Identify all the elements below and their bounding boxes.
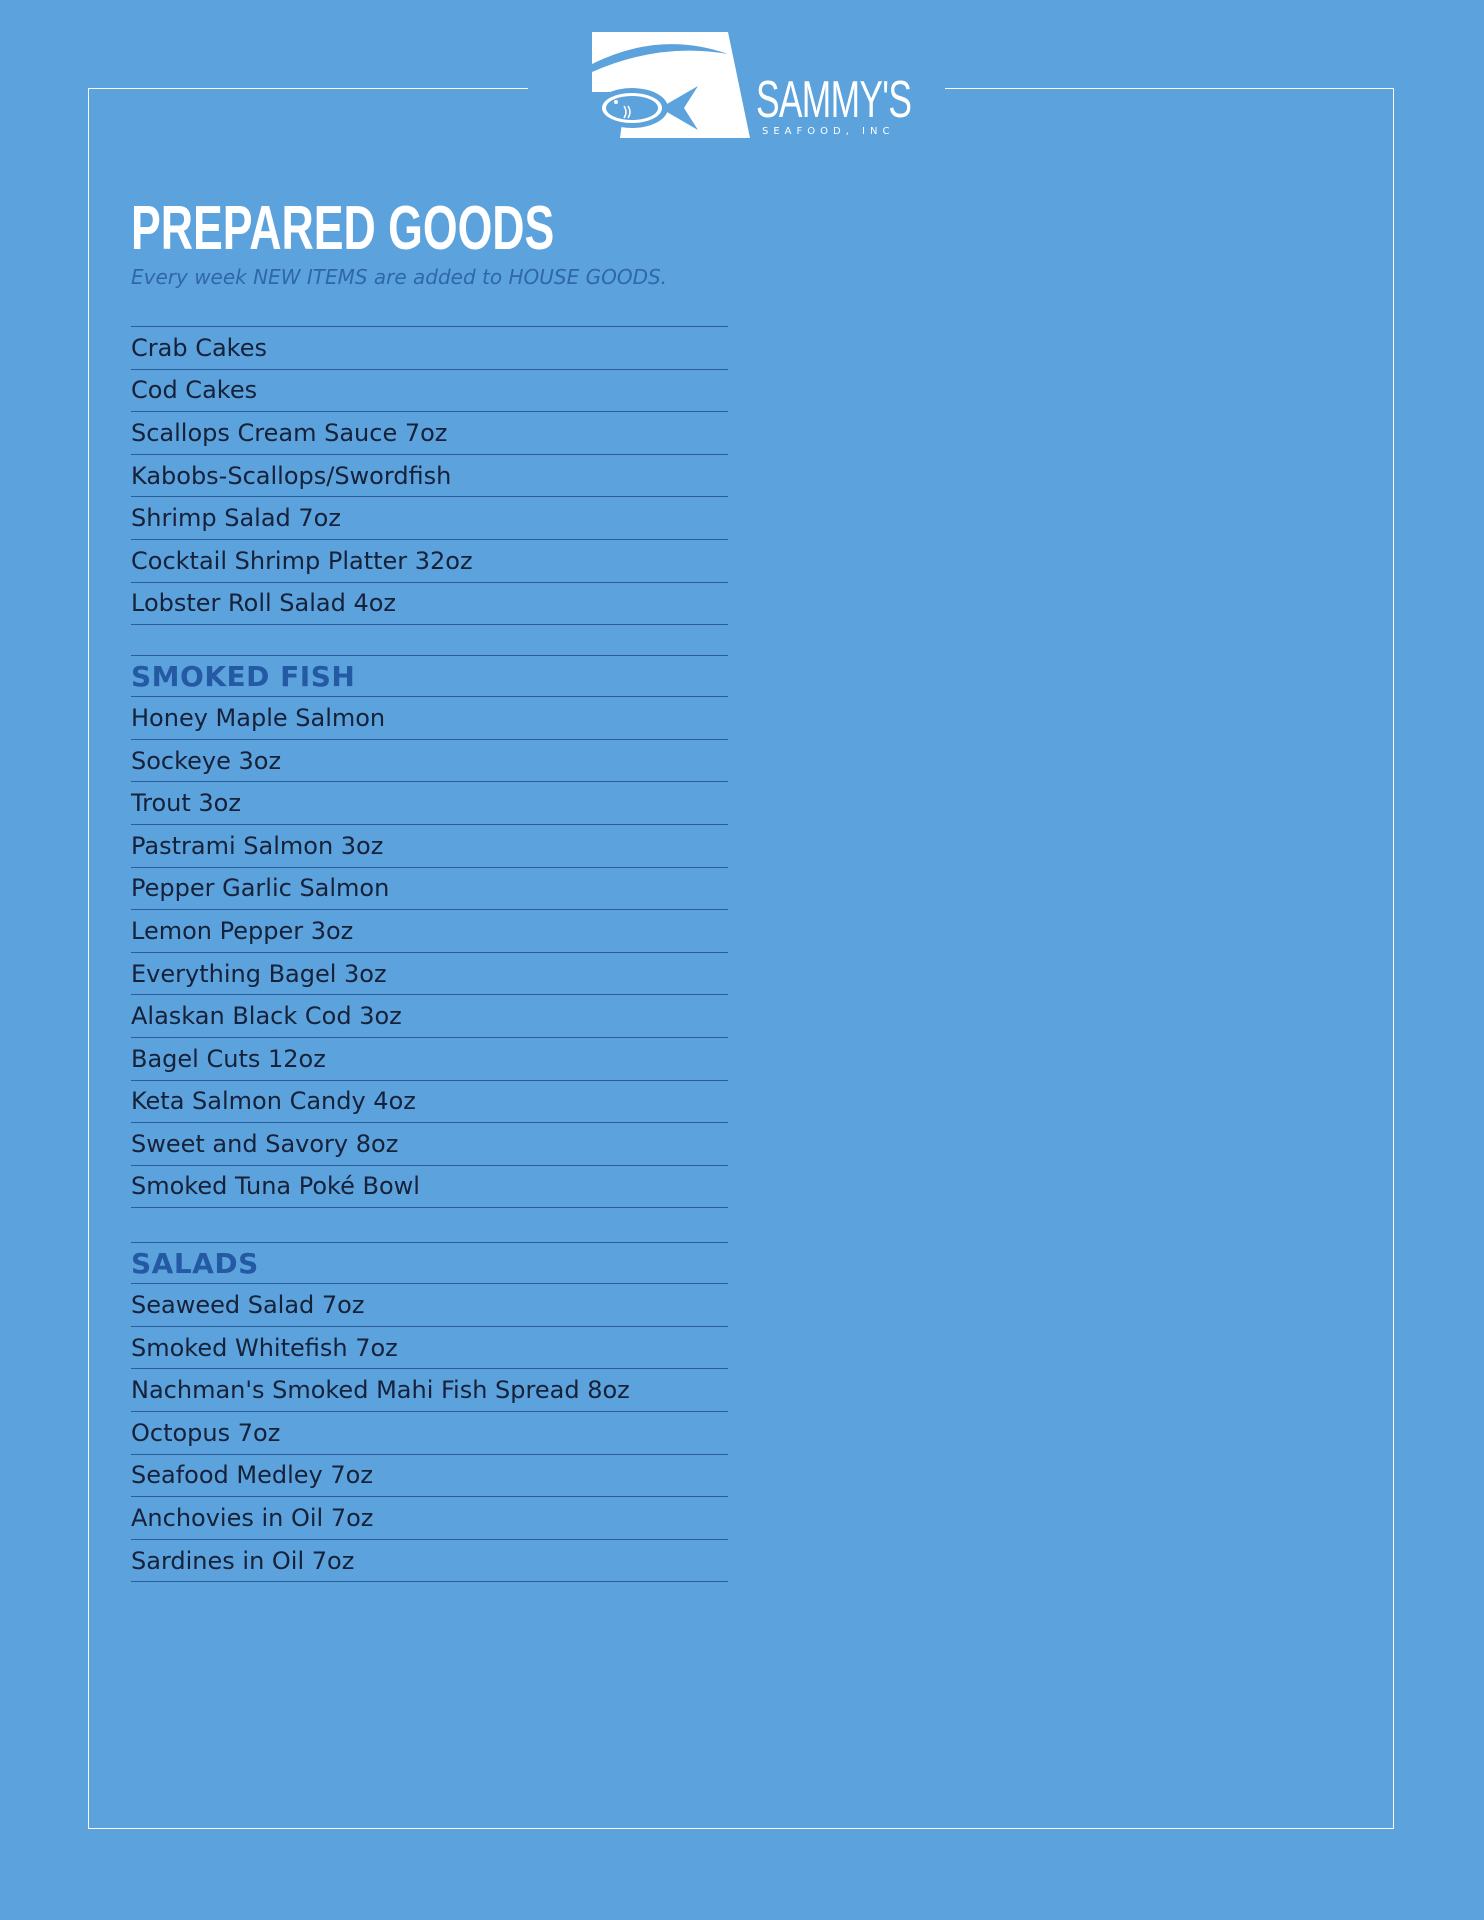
menu-item: Seaweed Salad 7oz bbox=[131, 1284, 728, 1327]
menu-item: Trout 3oz bbox=[131, 782, 728, 825]
prepared-goods-list bbox=[131, 326, 728, 625]
page-title: PREPARED GOODS bbox=[131, 194, 555, 263]
menu-item: Octopus 7oz bbox=[131, 1412, 728, 1455]
menu-item: Pastrami Salmon 3oz bbox=[131, 825, 728, 868]
brand-tagline: SEAFOOD, INC bbox=[762, 126, 895, 137]
menu-item: Pepper Garlic Salmon bbox=[131, 868, 728, 911]
menu-item: Cocktail Shrimp Platter 32oz bbox=[131, 540, 728, 583]
menu-item: Sockeye 3oz bbox=[131, 740, 728, 783]
menu-item: Kabobs-Scallops/Swordfish bbox=[131, 455, 728, 498]
menu-item: Scallops Cream Sauce 7oz bbox=[131, 412, 728, 455]
menu-item: Nachman's Smoked Mahi Fish Spread 8oz bbox=[131, 1369, 728, 1412]
menu-item: Seafood Medley 7oz bbox=[131, 1455, 728, 1498]
menu-item: Smoked Whitefish 7oz bbox=[131, 1327, 728, 1370]
section-heading-salads: SALADS bbox=[131, 1242, 728, 1284]
menu-item: Smoked Tuna Poké Bowl bbox=[131, 1166, 728, 1209]
menu-item: Everything Bagel 3oz bbox=[131, 953, 728, 996]
menu-item: Sardines in Oil 7oz bbox=[131, 1540, 728, 1583]
menu-content bbox=[131, 196, 728, 1582]
menu-item: Shrimp Salad 7oz bbox=[131, 497, 728, 540]
menu-item: Crab Cakes bbox=[131, 327, 728, 370]
page-subtitle: Every week NEW ITEMS are added to HOUSE GOODS. bbox=[131, 265, 668, 289]
menu-item: Lobster Roll Salad 4oz bbox=[131, 583, 728, 626]
smoked-fish-list bbox=[131, 697, 728, 1208]
brand-name: SAMMY'S bbox=[756, 71, 912, 129]
menu-item: Cod Cakes bbox=[131, 370, 728, 413]
menu-item: Bagel Cuts 12oz bbox=[131, 1038, 728, 1081]
menu-item: Anchovies in Oil 7oz bbox=[131, 1497, 728, 1540]
brand-logo bbox=[580, 28, 920, 144]
section-heading-smoked-fish: SMOKED FISH bbox=[131, 655, 728, 697]
menu-item: Honey Maple Salmon bbox=[131, 697, 728, 740]
menu-item: Alaskan Black Cod 3oz bbox=[131, 995, 728, 1038]
menu-item: Sweet and Savory 8oz bbox=[131, 1123, 728, 1166]
menu-item: Lemon Pepper 3oz bbox=[131, 910, 728, 953]
salads-list bbox=[131, 1284, 728, 1582]
menu-item: Keta Salmon Candy 4oz bbox=[131, 1081, 728, 1124]
